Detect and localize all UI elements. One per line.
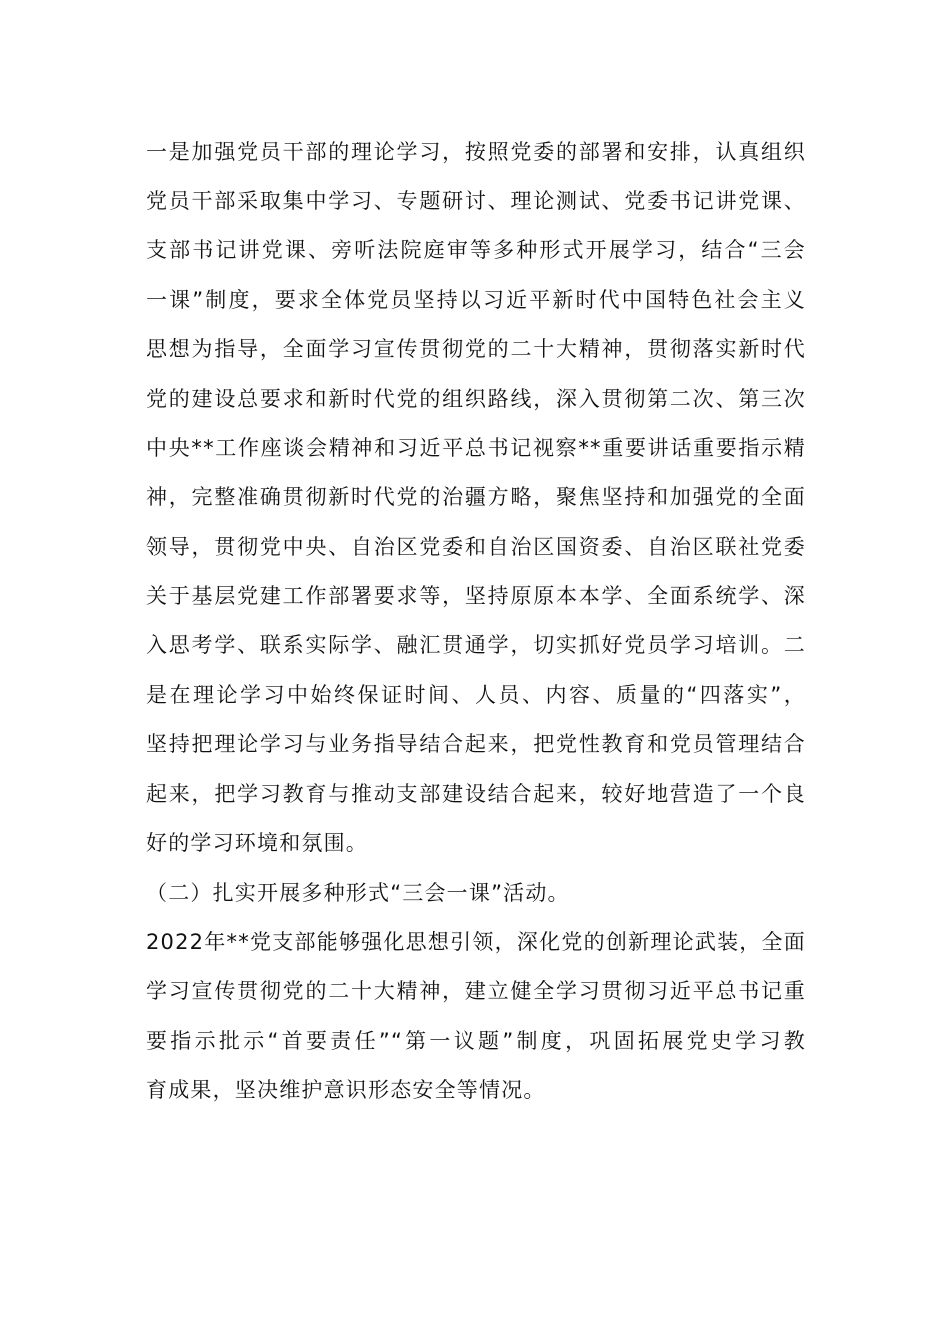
paragraph-1-line-1: 一是加强党员干部的理论学习，按照党委的部署和安排，认真组织 (146, 140, 806, 164)
paragraph-1-line-13: 坚持把理论学习与业务指导结合起来，把党性教育和党员管理结合 (146, 732, 806, 756)
paragraph-1-line-6: 党的建设总要求和新时代党的组织路线，深入贯彻第二次、第三次 (146, 387, 806, 411)
paragraph-1-line-7: 中央**工作座谈会精神和习近平总书记视察**重要讲话重要指示精 (146, 436, 806, 460)
paragraph-1-line-15: 好的学习环境和氛围。 (146, 831, 368, 855)
section-heading: （二）扎实开展多种形式“三会一课”活动。 (146, 881, 570, 905)
paragraph-1-line-4: 一课”制度，要求全体党员坚持以习近平新时代中国特色社会主义 (146, 288, 806, 312)
paragraph-1-line-8: 神，完整准确贯彻新时代党的治疆方略，聚焦坚持和加强党的全面 (146, 485, 806, 509)
paragraph-1-line-3: 支部书记讲党课、旁听法院庭审等多种形式开展学习，结合“三会 (146, 238, 806, 262)
paragraph-1-line-2: 党员干部采取集中学习、专题研讨、理论测试、党委书记讲党课、 (146, 189, 806, 213)
paragraph-1-line-11: 入思考学、联系实际学、融汇贯通学，切实抓好党员学习培训。二 (146, 633, 806, 657)
paragraph-1-line-12: 是在理论学习中始终保证时间、人员、内容、质量的“四落实”， (146, 683, 806, 707)
paragraph-1-line-5: 思想为指导，全面学习宣传贯彻党的二十大精神，贯彻落实新时代 (146, 337, 806, 361)
paragraph-2-line-3: 要指示批示“首要责任”“第一议题”制度，巩固拓展党史学习教 (146, 1029, 806, 1053)
paragraph-1-line-14: 起来，把学习教育与推动支部建设结合起来，较好地营造了一个良 (146, 782, 806, 806)
paragraph-2-line-4: 育成果，坚决维护意识形态安全等情况。 (146, 1078, 546, 1102)
paragraph-2-line-1: 2022年**党支部能够强化思想引领，深化党的创新理论武装，全面 (146, 930, 806, 954)
paragraph-1-line-10: 关于基层党建工作部署要求等，坚持原原本本学、全面系统学、深 (146, 584, 806, 608)
paragraph-2-line-2: 学习宣传贯彻党的二十大精神，建立健全学习贯彻习近平总书记重 (146, 979, 806, 1003)
paragraph-1-line-9: 领导，贯彻党中央、自治区党委和自治区国资委、自治区联社党委 (146, 535, 806, 559)
